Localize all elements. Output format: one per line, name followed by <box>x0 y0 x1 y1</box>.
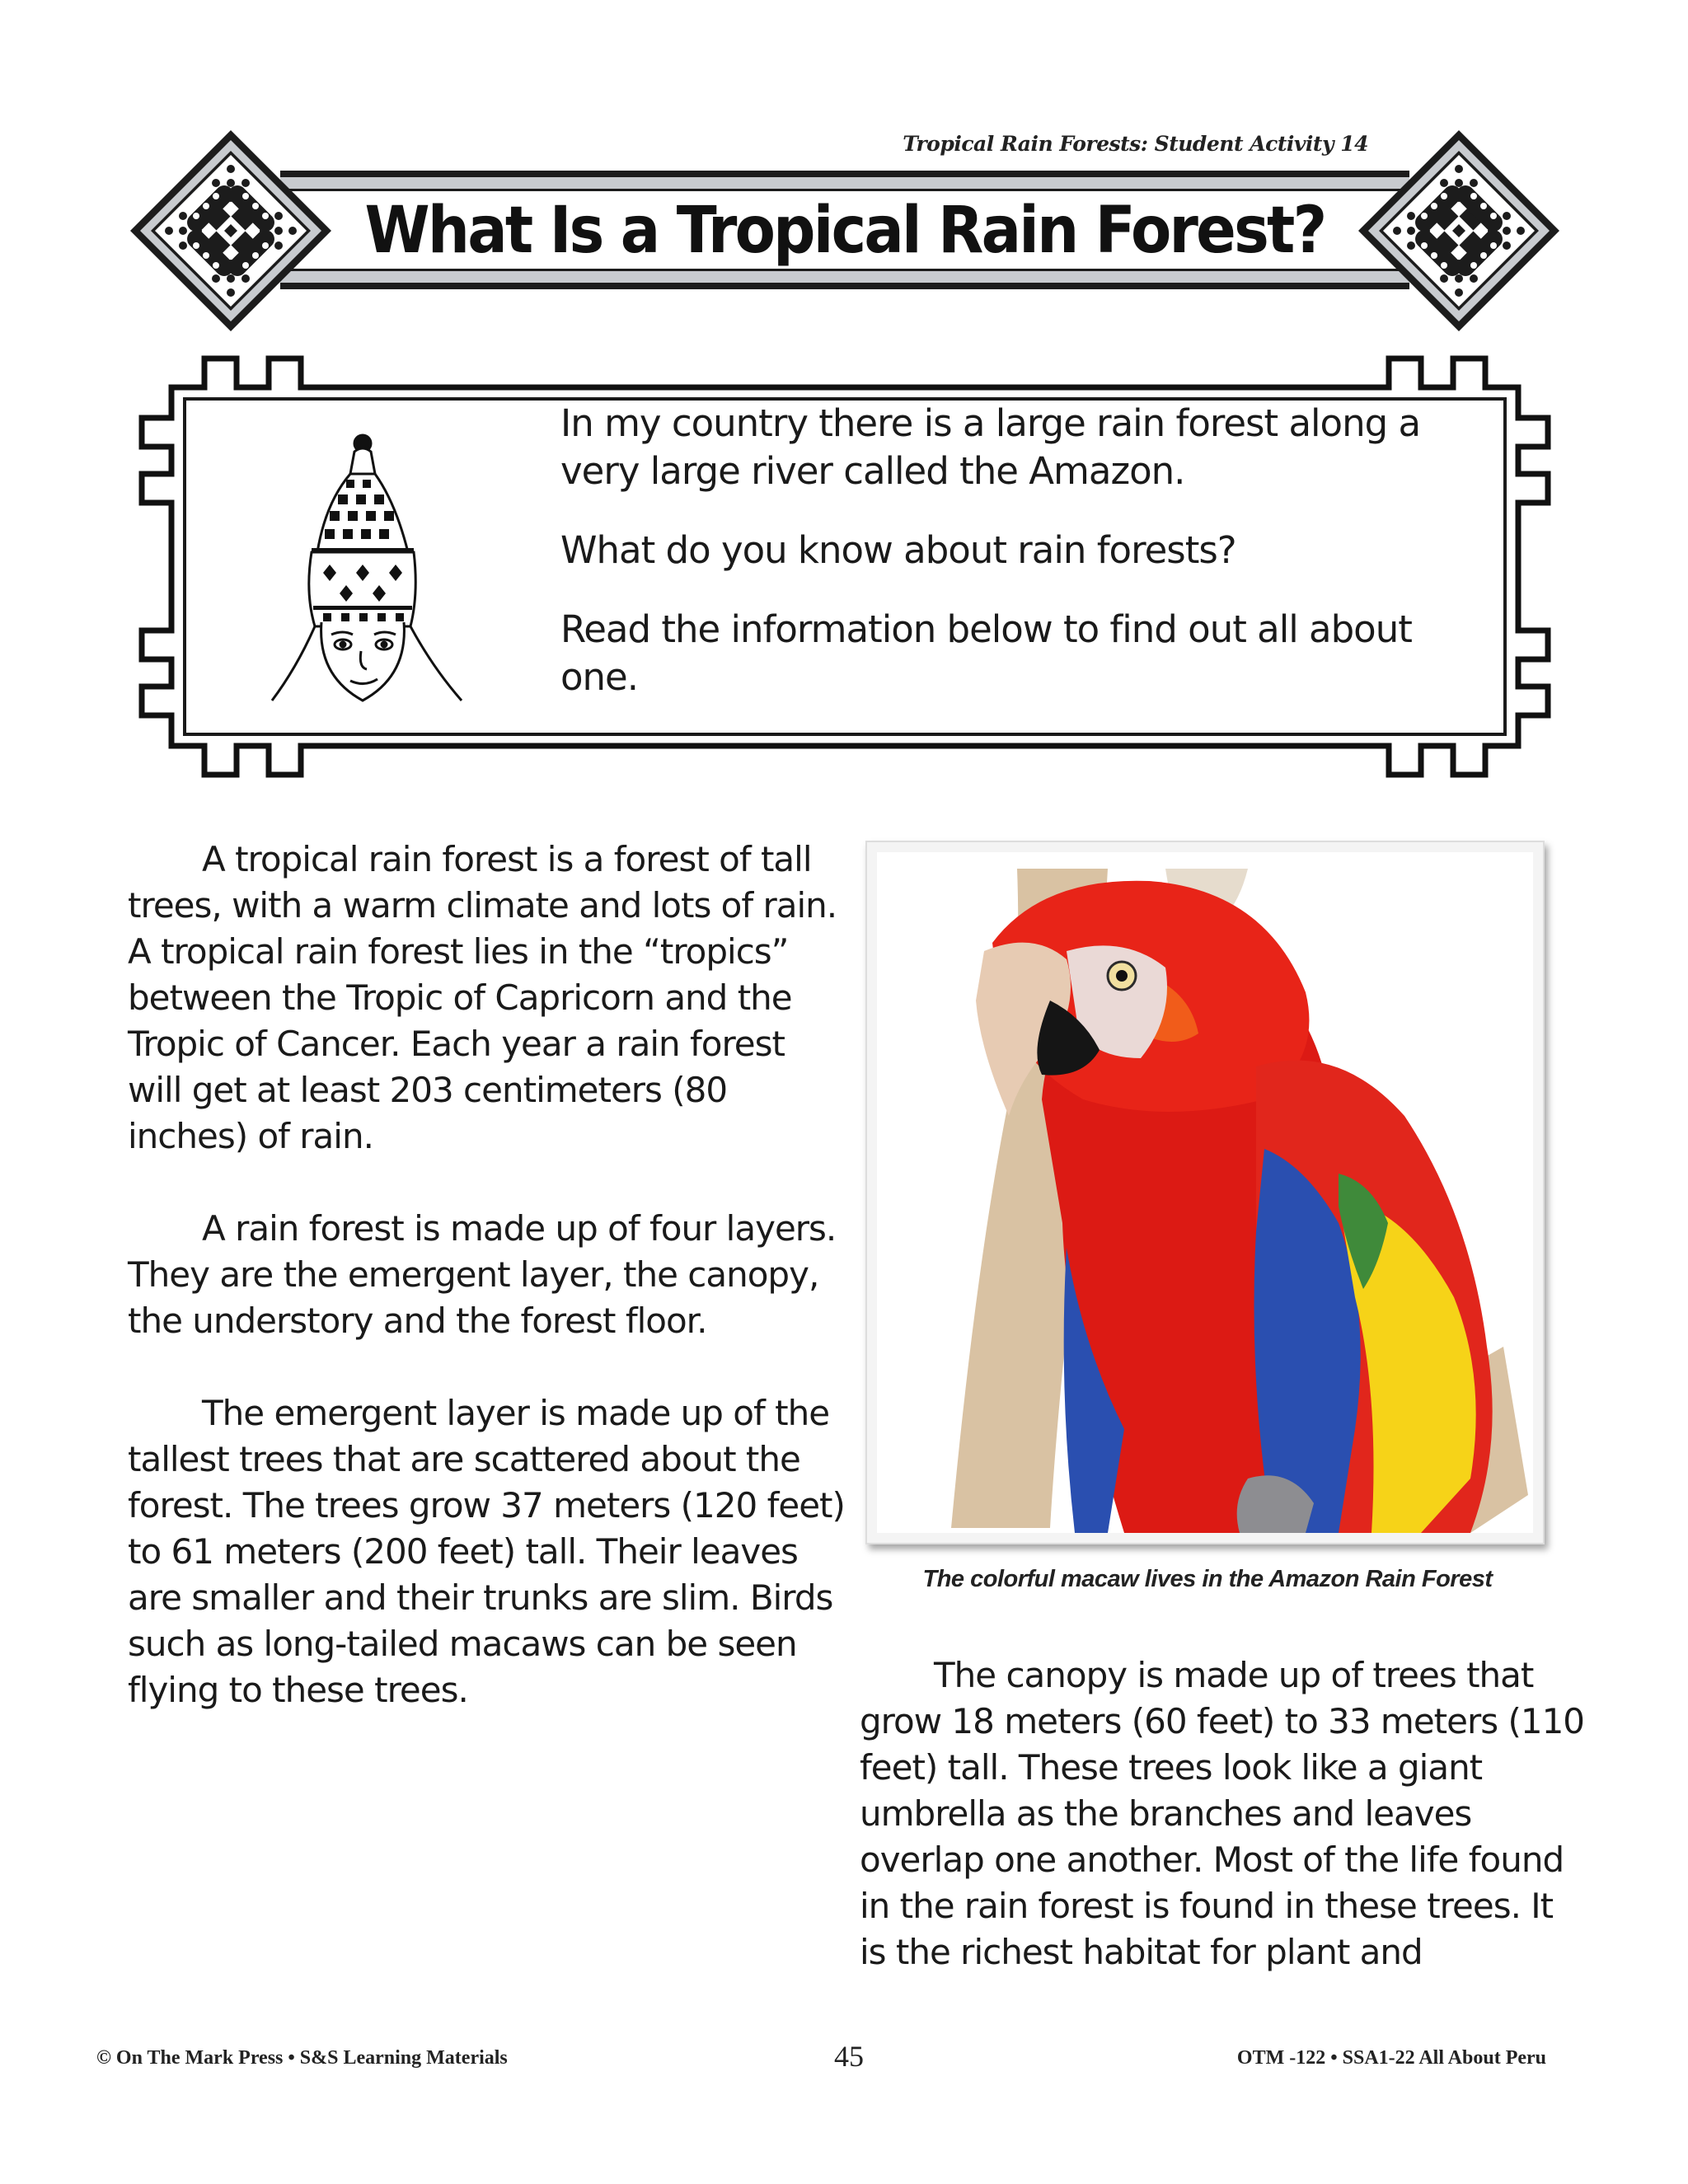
title-banner <box>124 124 1566 338</box>
activity-label: Tropical Rain Forests: Student Activity 14 <box>903 132 1368 156</box>
intro-box <box>132 350 1558 783</box>
intro-paragraph: Read the information below to find out all about one. <box>560 607 1412 699</box>
body-paragraph: A rain forest is made up of four layers. They are the emergent layer, the canopy, the understory and the forest floor. <box>128 1208 837 1341</box>
diamond-ornament-icon <box>124 124 338 338</box>
intro-text <box>560 400 1492 733</box>
footer-copyright: © On The Mark Press • S&S Learning Materials <box>96 2047 508 2069</box>
body-paragraph: A tropical rain forest is a forest of tall trees, with a warm climate and lots of rain. A tropical rain forest lies in the “tropics” between the Tropic of Capricorn and the Tropic of Cancer. Each year a rain forest will get at least 203 centimeters (80 inches) of rain. <box>128 839 837 1156</box>
body-right-column <box>860 1652 1585 2022</box>
footer-publication-code: OTM -122 • SSA1-22 All About Peru <box>1236 2047 1546 2069</box>
banner-rule <box>280 283 1409 289</box>
peruvian-boy-illustration-icon <box>239 429 503 709</box>
body-paragraph: The emergent layer is made up of the tallest trees that are scattered about the forest. The trees grow 37 meters (120 feet) to 61 meters (200 feet) tall. Their leaves are smaller and their trunks are slim. Birds such as long-tailed macaws can be seen flying to these trees. <box>128 1393 845 1710</box>
macaw-photo <box>877 852 1533 1533</box>
intro-paragraph: In my country there is a large rain forest along a very large river called the Amazon. <box>560 401 1421 493</box>
body-left-column <box>128 837 845 1760</box>
intro-paragraph: What do you know about rain forests? <box>560 528 1236 572</box>
page-footer <box>0 2040 1688 2077</box>
diamond-ornament-icon <box>1352 124 1566 338</box>
body-paragraph: The canopy is made up of trees that grow 18 meters (60 feet) to 33 meters (110 feet) tall. These trees look like a giant umbrella as the branches and leaves overlap one another. Most of the life found in the rain forest is found in these trees. It is the richest habitat for plant and <box>860 1655 1585 1972</box>
banner-rule <box>280 171 1409 177</box>
macaw-photo-frame <box>865 841 1545 1544</box>
page-title: What Is a Tropical Rain Forest? <box>364 194 1325 268</box>
page-number: 45 <box>834 2040 864 2073</box>
photo-caption: The colorful macaw lives in the Amazon Rain Forest <box>922 1566 1493 1592</box>
scarlet-macaw-icon <box>877 852 1533 1533</box>
